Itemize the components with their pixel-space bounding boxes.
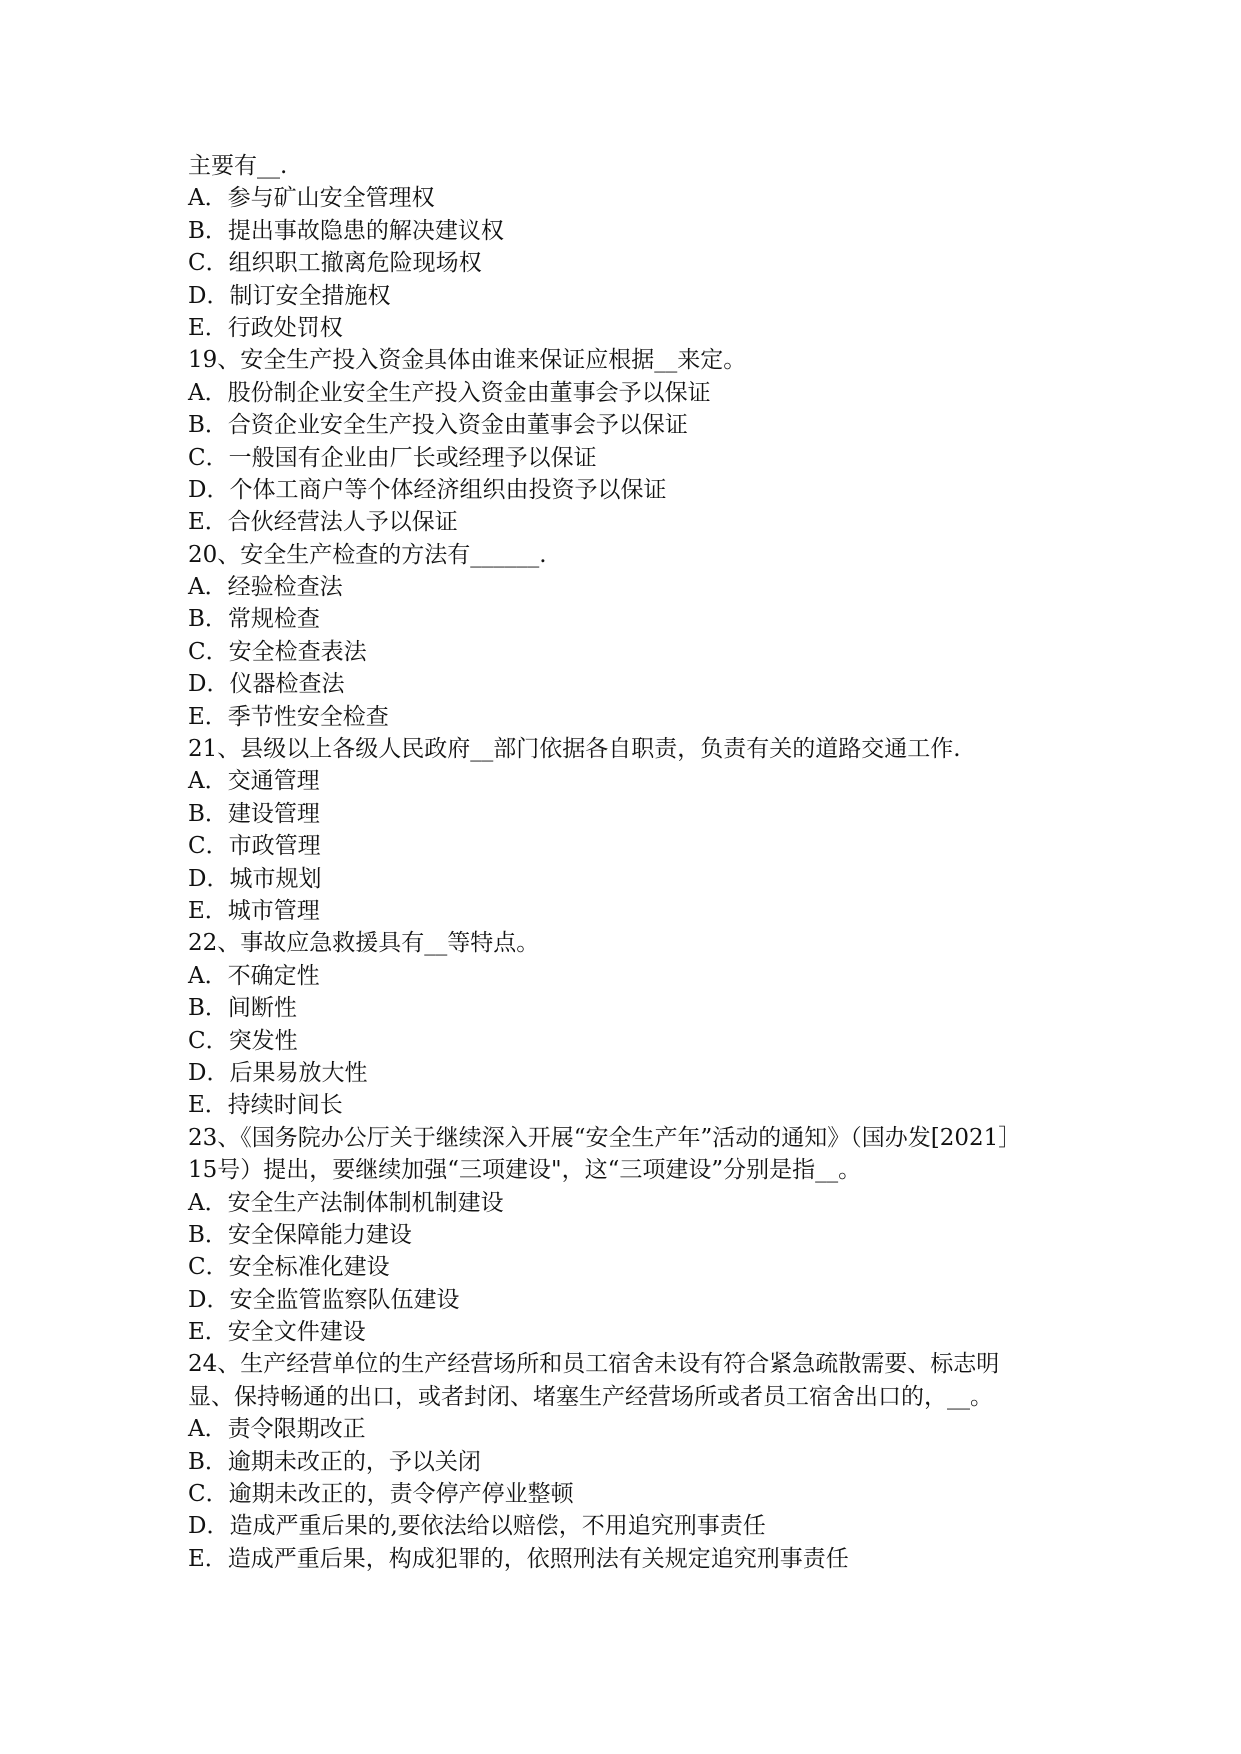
option-q20-a: A．经验检查法 [188,574,343,601]
option-q23-c: C．安全标准化建设 [188,1254,390,1281]
option-q24-e: E．造成严重后果，构成犯罪的，依照刑法有关规定追究刑事责任 [188,1545,849,1572]
option-q23-e: E．安全文件建设 [188,1319,366,1346]
option-q21-e: E．城市管理 [188,897,320,924]
option-q19-b: B．合资企业安全生产投入资金由董事会予以保证 [188,412,688,439]
option-q23-d: D．安全监管监察队伍建设 [188,1286,460,1313]
option-q21-d: D．城市规划 [188,865,322,892]
option-q19-e: E．合伙经营法人予以保证 [188,509,458,536]
option-q21-a: A．交通管理 [188,768,320,795]
option-q20-b: B．常规检查 [188,606,320,633]
option-q23-b: B．安全保障能力建设 [188,1221,412,1248]
option-q24-a: A．责令限期改正 [188,1416,366,1443]
question-21: 21、县级以上各级人民政府__部门依据各自职责，负责有关的道路交通工作. [188,736,961,763]
text-line-q18-stem-end: 主要有__. [188,153,288,179]
option-q18-e: E．行政处罚权 [188,314,343,341]
question-23-line-1: 23、《国务院办公厅关于继续深入开展“安全生产年”活动的通知》（国办发[2021］ [188,1124,1022,1151]
option-q20-e: E．季节性安全检查 [188,703,389,730]
option-q24-b: B．逾期未改正的，予以关闭 [188,1448,481,1475]
option-q22-d: D．后果易放大性 [188,1059,368,1086]
option-q22-b: B．间断性 [188,995,297,1022]
option-q20-c: C．安全检查表法 [188,638,367,665]
question-24-line-2: 显、保持畅通的出口，或者封闭、堵塞生产经营场所或者员工宿舍出口的，__。 [188,1383,993,1410]
question-19: 19、安全生产投入资金具体由谁来保证应根据__来定。 [188,347,747,374]
option-q19-c: C．一般国有企业由厂长或经理予以保证 [188,444,597,471]
option-q21-b: B．建设管理 [188,800,320,827]
option-q23-a: A．安全生产法制体制机制建设 [188,1189,504,1216]
option-q19-a: A．股份制企业安全生产投入资金由董事会予以保证 [188,379,711,406]
question-20: 20、安全生产检查的方法有______. [188,541,547,568]
question-22: 22、事故应急救援具有__等特点。 [188,930,540,957]
option-q22-c: C．突发性 [188,1027,298,1054]
option-q24-c: C．逾期未改正的，责令停产停业整顿 [188,1481,574,1508]
option-q18-d: D．制订安全措施权 [188,282,391,309]
option-q24-d: D．造成严重后果的,要依法给以赔偿，不用追究刑事责任 [188,1513,766,1540]
option-q20-d: D．仪器检查法 [188,671,345,698]
option-q18-a: A．参与矿山安全管理权 [188,185,435,212]
question-24-line-1: 24、生产经营单位的生产经营场所和员工宿舍未设有符合紧急疏散需要、标志明 [188,1351,1000,1378]
option-q19-d: D．个体工商户等个体经济组织由投资予以保证 [188,476,667,503]
option-q22-e: E．持续时间长 [188,1092,343,1119]
option-q18-b: B．提出事故隐患的解决建议权 [188,217,504,244]
option-q21-c: C．市政管理 [188,833,321,860]
option-q18-c: C．组织职工撤离危险现场权 [188,250,482,277]
question-23-line-2: 15号）提出，要继续加强“三项建设"，这“三项建设”分别是指__。 [188,1157,862,1184]
option-q22-a: A．不确定性 [188,962,320,989]
document-page [188,150,1068,1575]
